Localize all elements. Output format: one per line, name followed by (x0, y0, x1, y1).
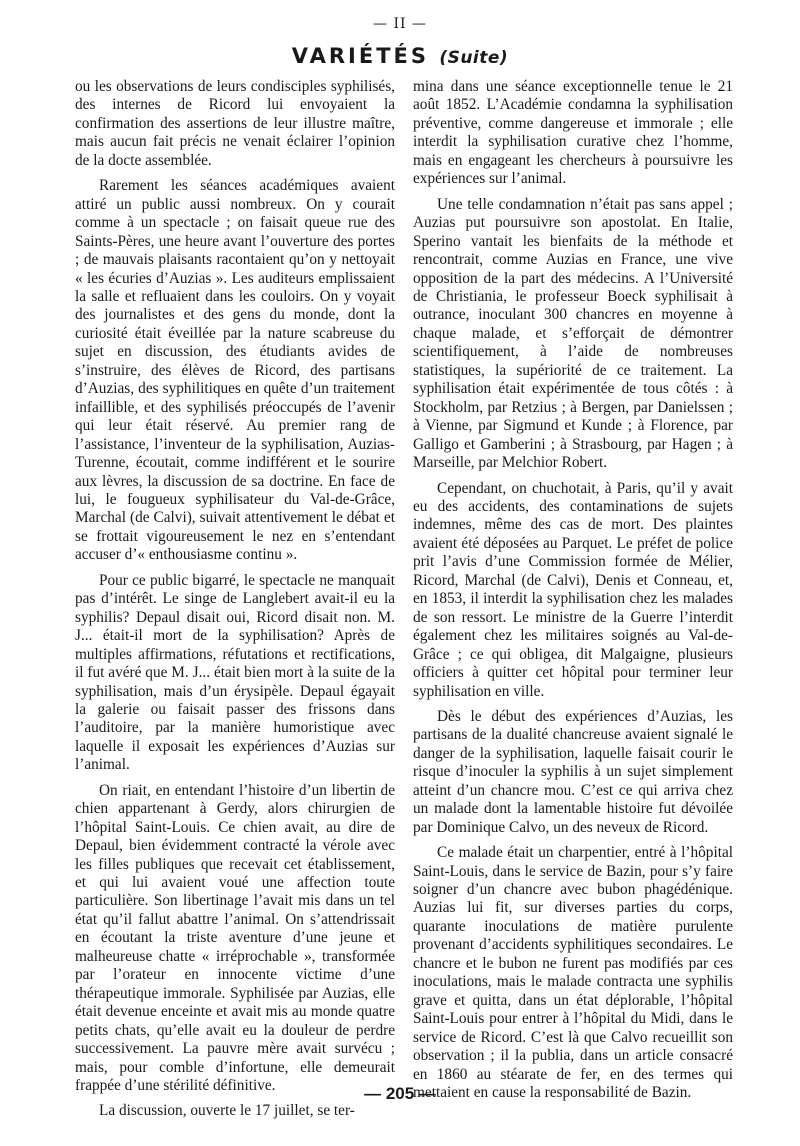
section-title-suffix: (Suite) (439, 48, 509, 68)
paragraph: mina dans une séance exceptionnelle tenue le 21 août 1852. L’Académie condamna la syphilisation préventive, comme dangereuse et immorale ; elle interdit la syphilisation curative chez l’homme, mais en engageant les chercheurs à poursuivre les expériences sur l’animal. (413, 78, 733, 188)
paragraph: Rarement les séances académiques avaient attiré un public aussi nombreux. On y courait comme à un spectacle ; on faisait queue rue des Saints-Pères, une heure avant l’ouverture des portes ; de mauvais plaisants racontaient qu’on y nettoyait « les écuries d’Auzias ». Les auditeurs emplissaient la salle et refluaient dans les couloirs. On y voyait des journalistes et des gens du monde, dont la curiosité était éveillée par la nature scabreuse du sujet en discussion, des étudiants avides de s’instruire, des élèves de Ricord, des partisans d’Auzias, des syphilitiques en quête d’un traitement infaillible, et des syphilisés préoccupés de l’avenir qui leur était réservé. Au premier rang de l’assistance, l’inventeur de la syphilisation, Auzias-Turenne, écoutait, comme indifférent et le sourire aux lèvres, la discussion de sa doctrine. En face de lui, le fougueux syphilisateur du Val-de-Grâce, Marchal (de Calvi), suivait attentivement le débat et se frottait vigoureusement le nez en s’entendant accuser d’« enthousiasme continu ». (75, 177, 395, 564)
section-title (0, 44, 800, 68)
paragraph: ou les observations de leurs condisciples syphilisés, des internes de Ricord lui envoyaient la confirmation des assertions de leur illustre maître, mais aucun fait précis ne venait éclairer l’opinion de la docte assemblée. (75, 78, 395, 169)
paragraph: Cependant, on chuchotait, à Paris, qu’il y avait eu des accidents, des contaminations de sujets indemnes, même des cas de mort. Des plaintes avaient été déposées au Parquet. Le préfet de police prit l’avis d’une Commission formée de Mélier, Ricord, Marchal (de Calvi), Denis et Conneau, et, en 1853, il interdit la syphilisation chez les malades de son ressort. Le ministre de la Guerre l’interdit également chez les militaires soignés au Val-de-Grâce ; ce qui obligea, dit Malgaigne, plusieurs officiers à quitter cet hôpital pour terminer leur syphilisation en ville. (413, 479, 733, 700)
paragraph: Dès le début des expériences d’Auzias, les partisans de la dualité chancreuse avaient signalé le danger de la syphilisation, laquelle faisait courir le risque d’inoculer la syphilis à un sujet simplement atteint d’un chancre mou. C’est ce qui arriva chez un malade dont la lamentable histoire fut dévoilée par Dominique Calvo, un des neveux de Ricord. (413, 707, 733, 836)
running-folio: — II — (373, 16, 427, 32)
section-title-main: VARIÉTÉS (291, 44, 429, 68)
left-column (75, 78, 395, 1120)
paragraph: Une telle condamnation n’était pas sans appel ; Auzias put poursuivre son apostolat. En Italie, Sperino vantait les bienfaits de la méthode et rencontrait, comme Auzias en France, une vive opposition de la part des médecins. A l’Université de Christiania, le professeur Boeck syphilisait à outrance, inoculant 300 chancres en moyenne à chaque malade, et s’efforçait de démontrer scientifiquement, à l’aide de nombreuses statistiques, la supériorité de ce traitement. La syphilisation était expérimentée de tous côtés : à Stockholm, par Retzius ; à Bergen, par Danielssen ; à Vienne, par Sigmund et Kunde ; à Florence, par Galligo et Gamberini ; à Strasbourg, par Hagen ; à Marseille, par Melchior Robert. (413, 195, 733, 472)
paragraph: Ce malade était un charpentier, entré à l’hôpital Saint-Louis, dans le service de Bazin, pour s’y faire soigner d’un chancre avec bubon phagédénique. Auzias lui fit, sur diverses parties du corps, quarante inoculations de matière purulente provenant d’accidents syphilitiques secondaires. Le chancre et le bubon ne furent pas modifiés par ces inoculations, mais le malade contracta une syphilis grave et quitta, dans un état déplorable, l’hôpital Saint-Louis pour entrer à l’hôpital du Midi, dans le service de Ricord. C’est là que Calvo recueillit son observation ; il la publia, dans un article consacré en 1860 au stéarate de fer, en des termes qui mettaient en cause la responsabilité de Bazin. (413, 844, 733, 1102)
paragraph: On riait, en entendant l’histoire d’un libertin de chien appartenant à Gerdy, alors chirurgien de l’hôpital Saint-Louis. Ce chien avait, au dire de Depaul, bien évidemment contracté la vérole avec les filles publiques que recevait cet établissement, et qui lui avaient voué une affection toute particulière. Son libertinage l’avait mis dans un tel état qu’il fallut abattre l’animal. On s’attendrissait en écoutant la triste aventure d’une jeune et malheureuse chatte « irréprochable », transformée par l’orateur en innocente victime d’une thérapeutique immorale. Syphilisée par Auzias, elle était devenue enceinte et avait mis au monde quatre petits chats, qu’elle avait eu la douleur de perdre successivement. La pauvre mère avait survécu ; mais, pour comble d’infortune, elle demeurait frappée d’une stérilité définitive. (75, 781, 395, 1095)
paragraph: Pour ce public bigarré, le spectacle ne manquait pas d’intérêt. Le singe de Langlebert avait-il eu la syphilis? Depaul disait oui, Ricord disait non. M. J... était-il mort de la syphilisation? Après de multiples affirmations, réfutations et rectifications, il fut avéré que M. J... était bien mort à la suite de la syphilisation, mais d’un érysipèle. Depaul égayait la galerie ou faisait passer des frissons dans l’auditoire, par la manière humoristique avec laquelle il exposait les expériences d’Auzias sur l’animal. (75, 571, 395, 774)
paragraph: La discussion, ouverte le 17 juillet, se ter- (99, 1102, 355, 1120)
right-column (413, 78, 733, 1102)
page-number: — 205 — (364, 1084, 436, 1103)
